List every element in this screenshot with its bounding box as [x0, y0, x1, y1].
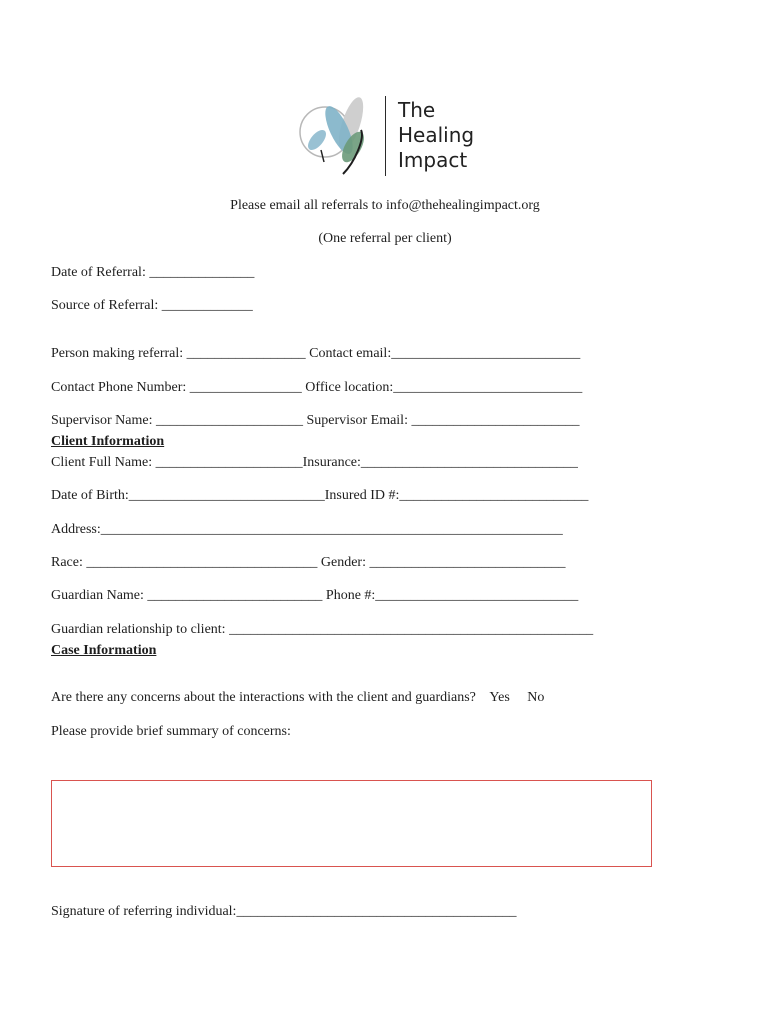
summary-prompt: Please provide brief summary of concerns:	[51, 724, 291, 739]
address-field[interactable]: Address:__________________________________________________________________	[51, 522, 563, 537]
logo-line-2: Healing	[398, 123, 475, 147]
case-information-heading: Case Information	[51, 643, 157, 658]
logo-line-1: The	[398, 98, 436, 122]
no-option[interactable]: No	[527, 690, 545, 705]
email-instructions: Please email all referrals to info@thehealingimpact.org	[230, 198, 540, 213]
client-full-name-field[interactable]: Client Full Name: _____________________Insurance:_______________________________	[51, 455, 578, 470]
contact-phone-field[interactable]: Contact Phone Number: ________________ Office location:___________________________	[51, 380, 583, 395]
logo-divider	[385, 96, 386, 176]
concerns-question: Are there any concerns about the interactions with the client and guardians?	[51, 690, 476, 705]
one-referral-note: (One referral per client)	[318, 231, 452, 246]
hummingbird-logo-icon	[295, 92, 385, 178]
signature-field[interactable]: Signature of referring individual:________________________________________	[51, 904, 517, 919]
source-of-referral-field[interactable]: Source of Referral: _____________	[51, 298, 253, 313]
guardian-relationship-field[interactable]: Guardian relationship to client: ____________________________________________________	[51, 622, 594, 637]
concerns-summary-box[interactable]	[51, 780, 652, 867]
date-of-birth-field[interactable]: Date of Birth:____________________________Insured ID #:___________________________	[51, 488, 589, 503]
guardian-field[interactable]: Guardian Name: _________________________ Phone #:_____________________________	[51, 588, 579, 603]
person-making-referral-field[interactable]: Person making referral: _________________ Contact email:___________________________	[51, 346, 581, 361]
supervisor-field[interactable]: Supervisor Name: _____________________ Supervisor Email: ________________________	[51, 413, 580, 428]
date-of-referral-field[interactable]: Date of Referral: _______________	[51, 265, 255, 280]
client-information-heading: Client Information	[51, 434, 165, 449]
race-gender-field[interactable]: Race: _________________________________ Gender: ____________________________	[51, 555, 566, 570]
concerns-question-row	[51, 690, 544, 706]
logo-wordmark	[398, 98, 474, 173]
logo-line-3: Impact	[398, 148, 468, 172]
logo	[295, 92, 485, 178]
yes-option[interactable]: Yes	[489, 690, 510, 705]
